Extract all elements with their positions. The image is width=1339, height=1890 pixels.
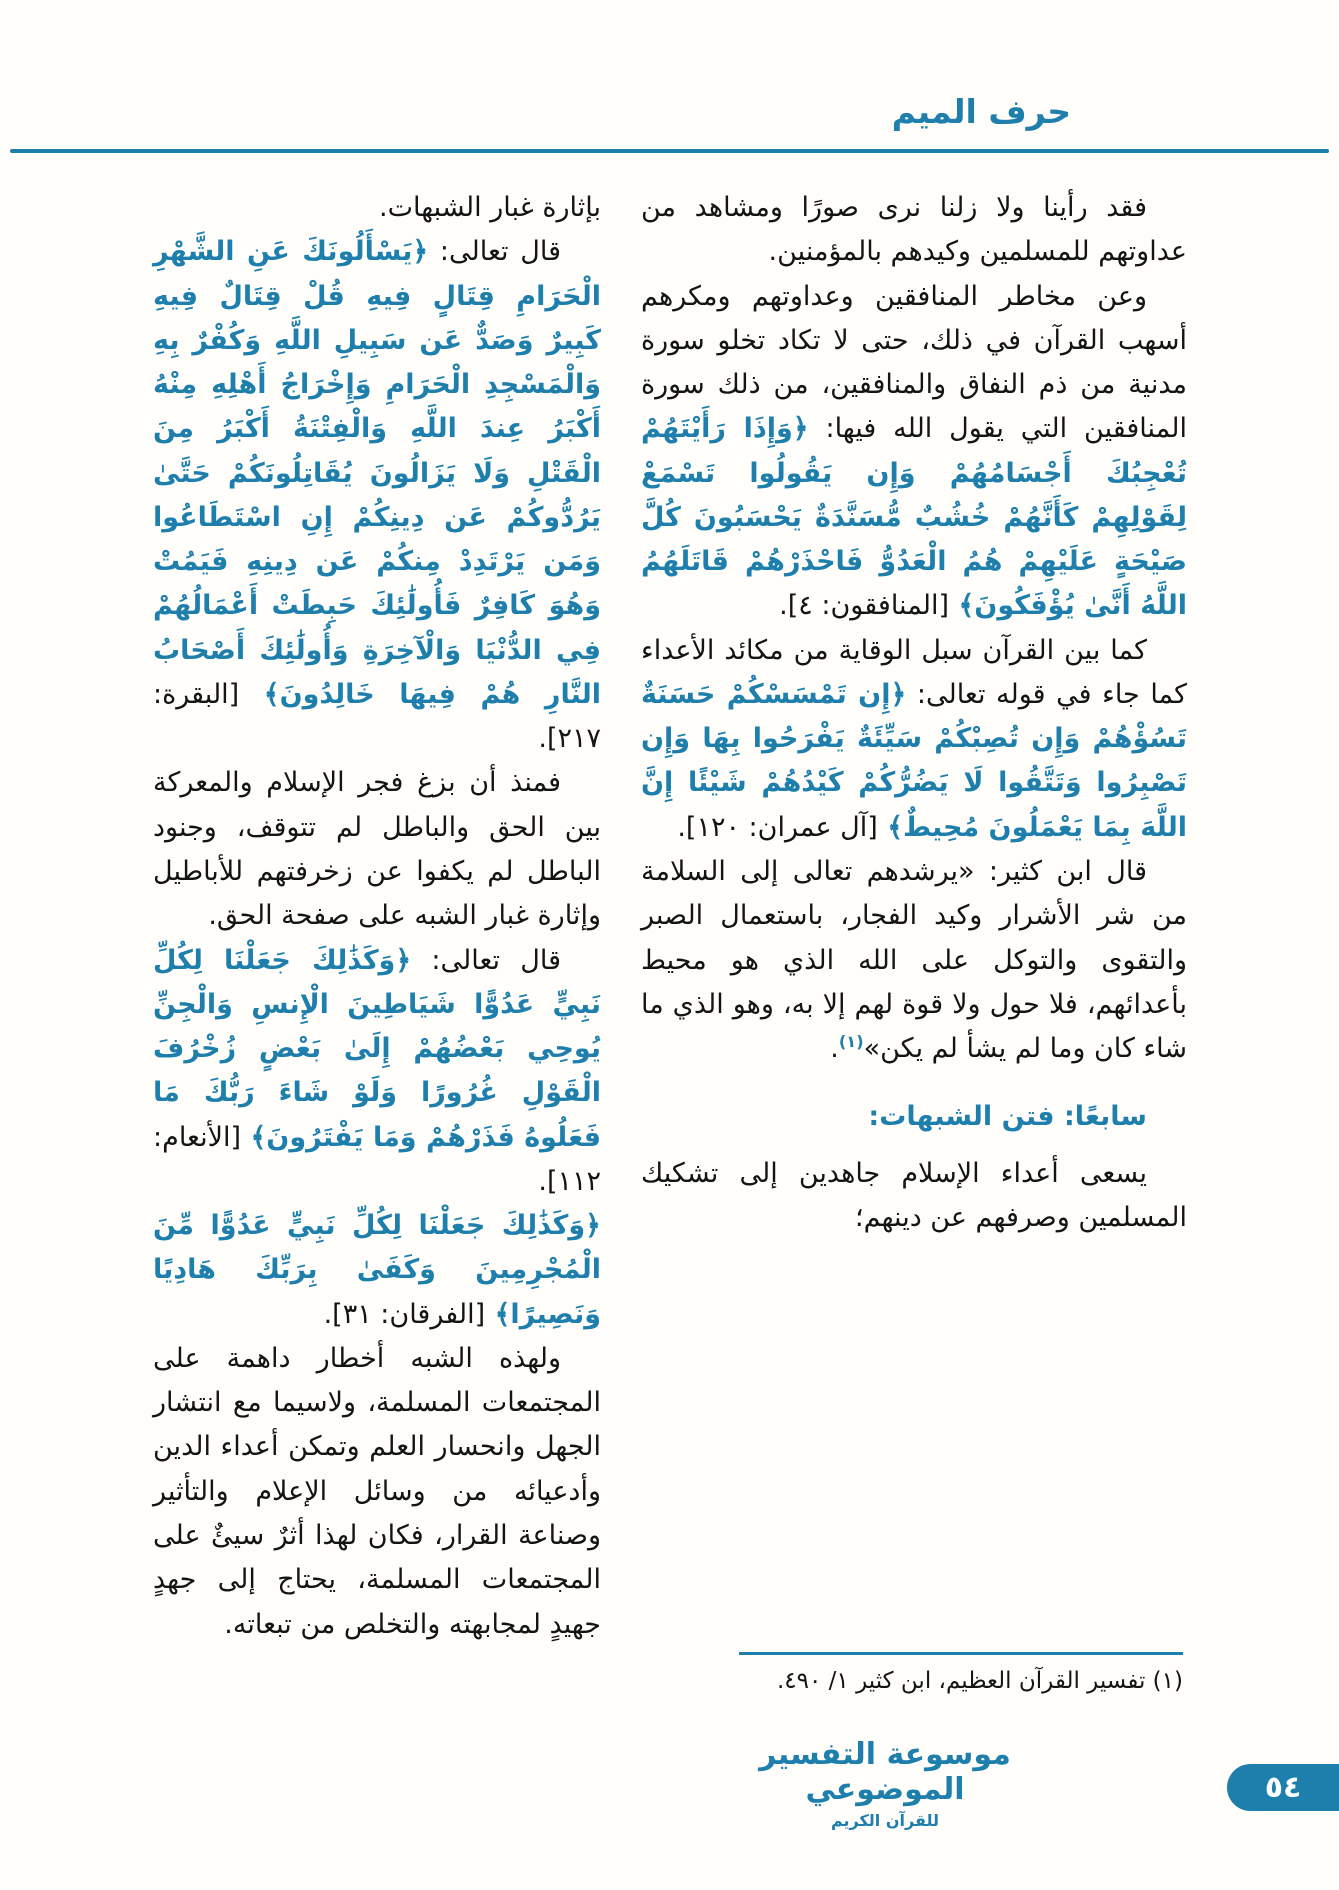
body-text: كما بين القرآن سبل الوقاية من مكائد الأعداء كما جاء في قوله تعالى: — [641, 634, 1188, 710]
body-text: وعن مخاطر المنافقين وعداوتهم ومكرهم أسهب القرآن في ذلك، حتى لا تكاد تخلو سورة مدنية من ذم النفاق والمنافقين، من ذلك سورة المنافقين التي يقول الله فيها: — [641, 280, 1187, 445]
body-text: قال تعالى: — [428, 236, 561, 268]
verse-reference: [المنافقون: ٤]. — [779, 590, 950, 622]
body-text: قال ابن كثير: «يرشدهم تعالى إلى السلامة من شر الأشرار وكيد الفجار، باستعمال الصبر والتقوى والتوكل على الله الذي هو محيط بأعدائهم، فلا حول ولا قوة لهم إلا به، وهو الذي ما شاء كان وما لم يشأ لم يكن» — [641, 855, 1187, 1065]
paragraph — [641, 850, 1187, 1071]
logo-subtitle: للقرآن الكريم — [830, 1811, 940, 1830]
column-left — [153, 186, 601, 1647]
verse-reference: [آل عمران: ١٢٠]. — [677, 811, 878, 843]
paragraph — [153, 939, 601, 1205]
logo-title: موسوعة التفسير الموضوعي — [759, 1737, 1011, 1807]
paragraph — [641, 629, 1187, 850]
body-text: يسعى أعداء الإسلام جاهدين إلى تشكيك المسلمين وصرفهم عن دينهم؛ — [641, 1157, 1187, 1233]
publisher-logo — [730, 1738, 1040, 1830]
body-text: فمنذ أن بزغ فجر الإسلام والمعركة بين الحق والباطل لم تتوقف، وجنود الباطل لم يكفوا عن زخرفتهم للأباطيل وإثارة غبار الشبه على صفحة الحق. — [153, 767, 601, 932]
verse-reference: [البقرة: ٢١٧]. — [153, 678, 601, 755]
quran-verse: ﴿وَإِذَا رَأَيْتَهُمْ تُعْجِبُكَ أَجْسَامُهُمْ وَإِن يَقُولُوا تَسْمَعْ لِقَوْلِهِمْ كَأَنَّهُمْ خُشُبٌ مُّسَنَّدَةٌ يَحْسَبُونَ كُلَّ صَيْحَةٍ عَلَيْهِمْ هُمُ الْعَدُوُّ فَاحْذَرْهُمْ قَاتَلَهُمُ اللَّهُ أَنَّىٰ يُؤْفَكُونَ﴾ — [641, 413, 1187, 622]
paragraph — [641, 186, 1187, 275]
section-heading — [641, 1095, 1187, 1139]
paragraph — [153, 186, 601, 230]
footnote-text: (١) تفسير القرآن العظيم، ابن كثير ١/ ٤٩٠. — [776, 1668, 1183, 1694]
body-text: بإثارة غبار الشبهات. — [379, 192, 601, 223]
paragraph — [153, 761, 601, 938]
quran-verse: ﴿وَكَذَٰلِكَ جَعَلْنَا لِكُلِّ نَبِيٍّ عَدُوًّا شَيَاطِينَ الْإِنسِ وَالْجِنِّ يُوحِي بَعْضُهُمْ إِلَىٰ بَعْضٍ زُخْرُفَ الْقَوْلِ غُرُورًا وَلَوْ شَاءَ رَبُّكَ مَا فَعَلُوهُ فَذَرْهُمْ وَمَا يَفْتَرُونَ﴾ — [153, 944, 601, 1153]
content — [153, 186, 1187, 1647]
quran-verse: ﴿يَسْأَلُونَكَ عَنِ الشَّهْرِ الْحَرَامِ قِتَالٍ فِيهِ قُلْ قِتَالٌ فِيهِ كَبِيرٌ وَصَدٌّ عَن سَبِيلِ اللَّهِ وَكُفْرٌ بِهِ وَالْمَسْجِدِ الْحَرَامِ وَإِخْرَاجُ أَهْلِهِ مِنْهُ أَكْبَرُ عِندَ اللَّهِ وَالْفِتْنَةُ أَكْبَرُ مِنَ الْقَتْلِ وَلَا يَزَالُونَ يُقَاتِلُونَكُمْ حَتَّىٰ يَرُدُّوكُمْ عَن دِينِكُمْ إِنِ اسْتَطَاعُوا وَمَن يَرْتَدِدْ مِنكُمْ عَن دِينِهِ فَيَمُتْ وَهُوَ كَافِرٌ فَأُولَٰئِكَ حَبِطَتْ أَعْمَالُهُمْ فِي الدُّنْيَا وَالْآخِرَةِ وَأُولَٰئِكَ أَصْحَابُ النَّارِ هُمْ فِيهَا خَالِدُونَ﴾ — [153, 236, 601, 710]
quran-verse: ﴿إِن تَمْسَسْكُمْ حَسَنَةٌ تَسُؤْهُمْ وَإِن تُصِبْكُمْ سَيِّئَةٌ يَفْرَحُوا بِهَا وَإِن تَصْبِرُوا وَتَتَّقُوا لَا يَضُرُّكُمْ كَيْدُهُمْ شَيْئًا إِنَّ اللَّهَ بِمَا يَعْمَلُونَ مُحِيطٌ﴾ — [641, 678, 1187, 843]
paragraph — [153, 1337, 601, 1647]
verse-reference: [الفرقان: ٣١]. — [323, 1298, 486, 1330]
paragraph — [641, 1152, 1187, 1241]
paragraph — [153, 230, 601, 761]
footnote-marker: (١) — [838, 1032, 864, 1052]
header-divider — [10, 149, 1329, 153]
paragraph — [153, 1204, 601, 1337]
quran-verse: ﴿وَكَذَٰلِكَ جَعَلْنَا لِكُلِّ نَبِيٍّ عَدُوًّا مِّنَ الْمُجْرِمِينَ وَكَفَىٰ بِرَبِّكَ هَادِيًا وَنَصِيرًا﴾ — [153, 1210, 601, 1330]
page-number: ٥٤ — [1264, 1770, 1302, 1805]
page-number-badge — [1227, 1764, 1339, 1811]
page-title: حرف الميم — [891, 92, 1071, 131]
body-text: قال تعالى: — [411, 944, 561, 976]
body-text: ولهذه الشبه أخطار داهمة على المجتمعات المسلمة، ولاسيما مع انتشار الجهل وانحسار العلم وتمكن أعداء الدين وأدعيائه من وسائل الإعلام والتأثير وصناعة القرار، فكان لهذا أثرٌ سيئٌ على المجتمعات المسلمة، يحتاج إلى جهدٍ جهيدٍ لمجابهته والتخلص من تبعاته. — [153, 1342, 601, 1640]
heading-text: سابعًا: فتن الشبهات: — [868, 1101, 1147, 1133]
column-right — [641, 186, 1187, 1240]
body-text: فقد رأينا ولا زلنا نرى صورًا ومشاهد من عداوتهم للمسلمين وكيدهم بالمؤمنين. — [641, 192, 1187, 268]
body-text: . — [830, 1033, 839, 1065]
verse-reference: [الأنعام: ١١٢]. — [153, 1121, 601, 1197]
paragraph — [641, 275, 1187, 629]
footnote-separator — [739, 1652, 1183, 1655]
